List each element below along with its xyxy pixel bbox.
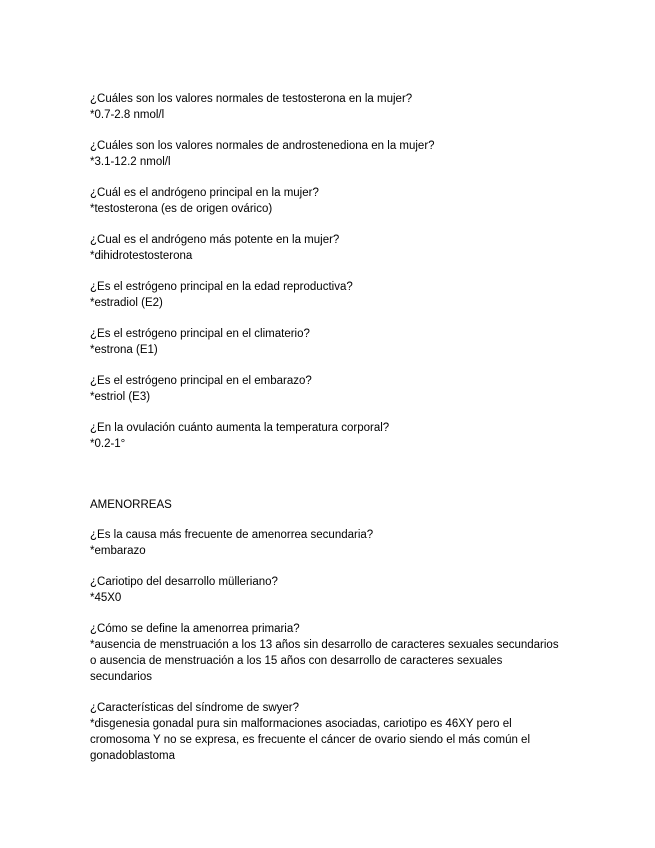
question: ¿Cuáles son los valores normales de androstenediona en la mujer? bbox=[90, 140, 435, 152]
answer: *3.1-12.2 nmol/l bbox=[90, 156, 171, 168]
question: ¿Cual es el andrógeno más potente en la mujer? bbox=[90, 234, 340, 246]
qa-item bbox=[90, 700, 560, 764]
section-spacer bbox=[90, 467, 560, 497]
answer: *45X0 bbox=[90, 592, 122, 604]
answer: *0.2-1° bbox=[90, 438, 126, 450]
question: ¿Cuáles son los valores normales de testosterona en la mujer? bbox=[90, 93, 413, 105]
qa-item bbox=[90, 91, 560, 123]
qa-item bbox=[90, 138, 560, 170]
question: ¿Es el estrógeno principal en el climaterio? bbox=[90, 328, 310, 340]
answer: *estriol (E3) bbox=[90, 391, 151, 403]
question: ¿Cómo se define la amenorrea primaria? bbox=[90, 623, 300, 635]
document-page bbox=[90, 91, 560, 779]
answer: *embarazo bbox=[90, 545, 146, 557]
qa-item bbox=[90, 527, 560, 559]
question: ¿Cariotipo del desarrollo mülleriano? bbox=[90, 576, 278, 588]
section-title: AMENORREAS bbox=[90, 499, 172, 511]
question: ¿Características del síndrome de swyer? bbox=[90, 702, 299, 714]
question: ¿Es el estrógeno principal en la edad reproductiva? bbox=[90, 281, 353, 293]
qa-item bbox=[90, 279, 560, 311]
qa-item bbox=[90, 373, 560, 405]
qa-item bbox=[90, 326, 560, 358]
answer: *0.7-2.8 nmol/l bbox=[90, 109, 165, 121]
qa-item bbox=[90, 185, 560, 217]
answer: *estradiol (E2) bbox=[90, 297, 163, 309]
question: ¿En la ovulación cuánto aumenta la temperatura corporal? bbox=[90, 422, 390, 434]
qa-item bbox=[90, 232, 560, 264]
answer: *dihidrotestosterona bbox=[90, 250, 193, 262]
answer: *ausencia de menstruación a los 13 años sin desarrollo de caracteres sexuales secundarios o ausencia de menstruación a los 15 años con desarrollo de caracteres sexuales secundarios bbox=[90, 639, 559, 683]
question: ¿Es la causa más frecuente de amenorrea secundaria? bbox=[90, 529, 374, 541]
question: ¿Es el estrógeno principal en el embarazo? bbox=[90, 375, 312, 387]
answer: *disgenesia gonadal pura sin malformaciones asociadas, cariotipo es 46XY pero el cromosoma Y no se expresa, es frecuente el cáncer de ovario siendo el más común el gonadoblastoma bbox=[90, 718, 531, 762]
answer: *testosterona (es de origen ovárico) bbox=[90, 203, 273, 215]
question: ¿Cuál es el andrógeno principal en la mujer? bbox=[90, 187, 319, 199]
qa-item bbox=[90, 420, 560, 452]
answer: *estrona (E1) bbox=[90, 344, 158, 356]
qa-item bbox=[90, 621, 560, 685]
qa-item bbox=[90, 574, 560, 606]
